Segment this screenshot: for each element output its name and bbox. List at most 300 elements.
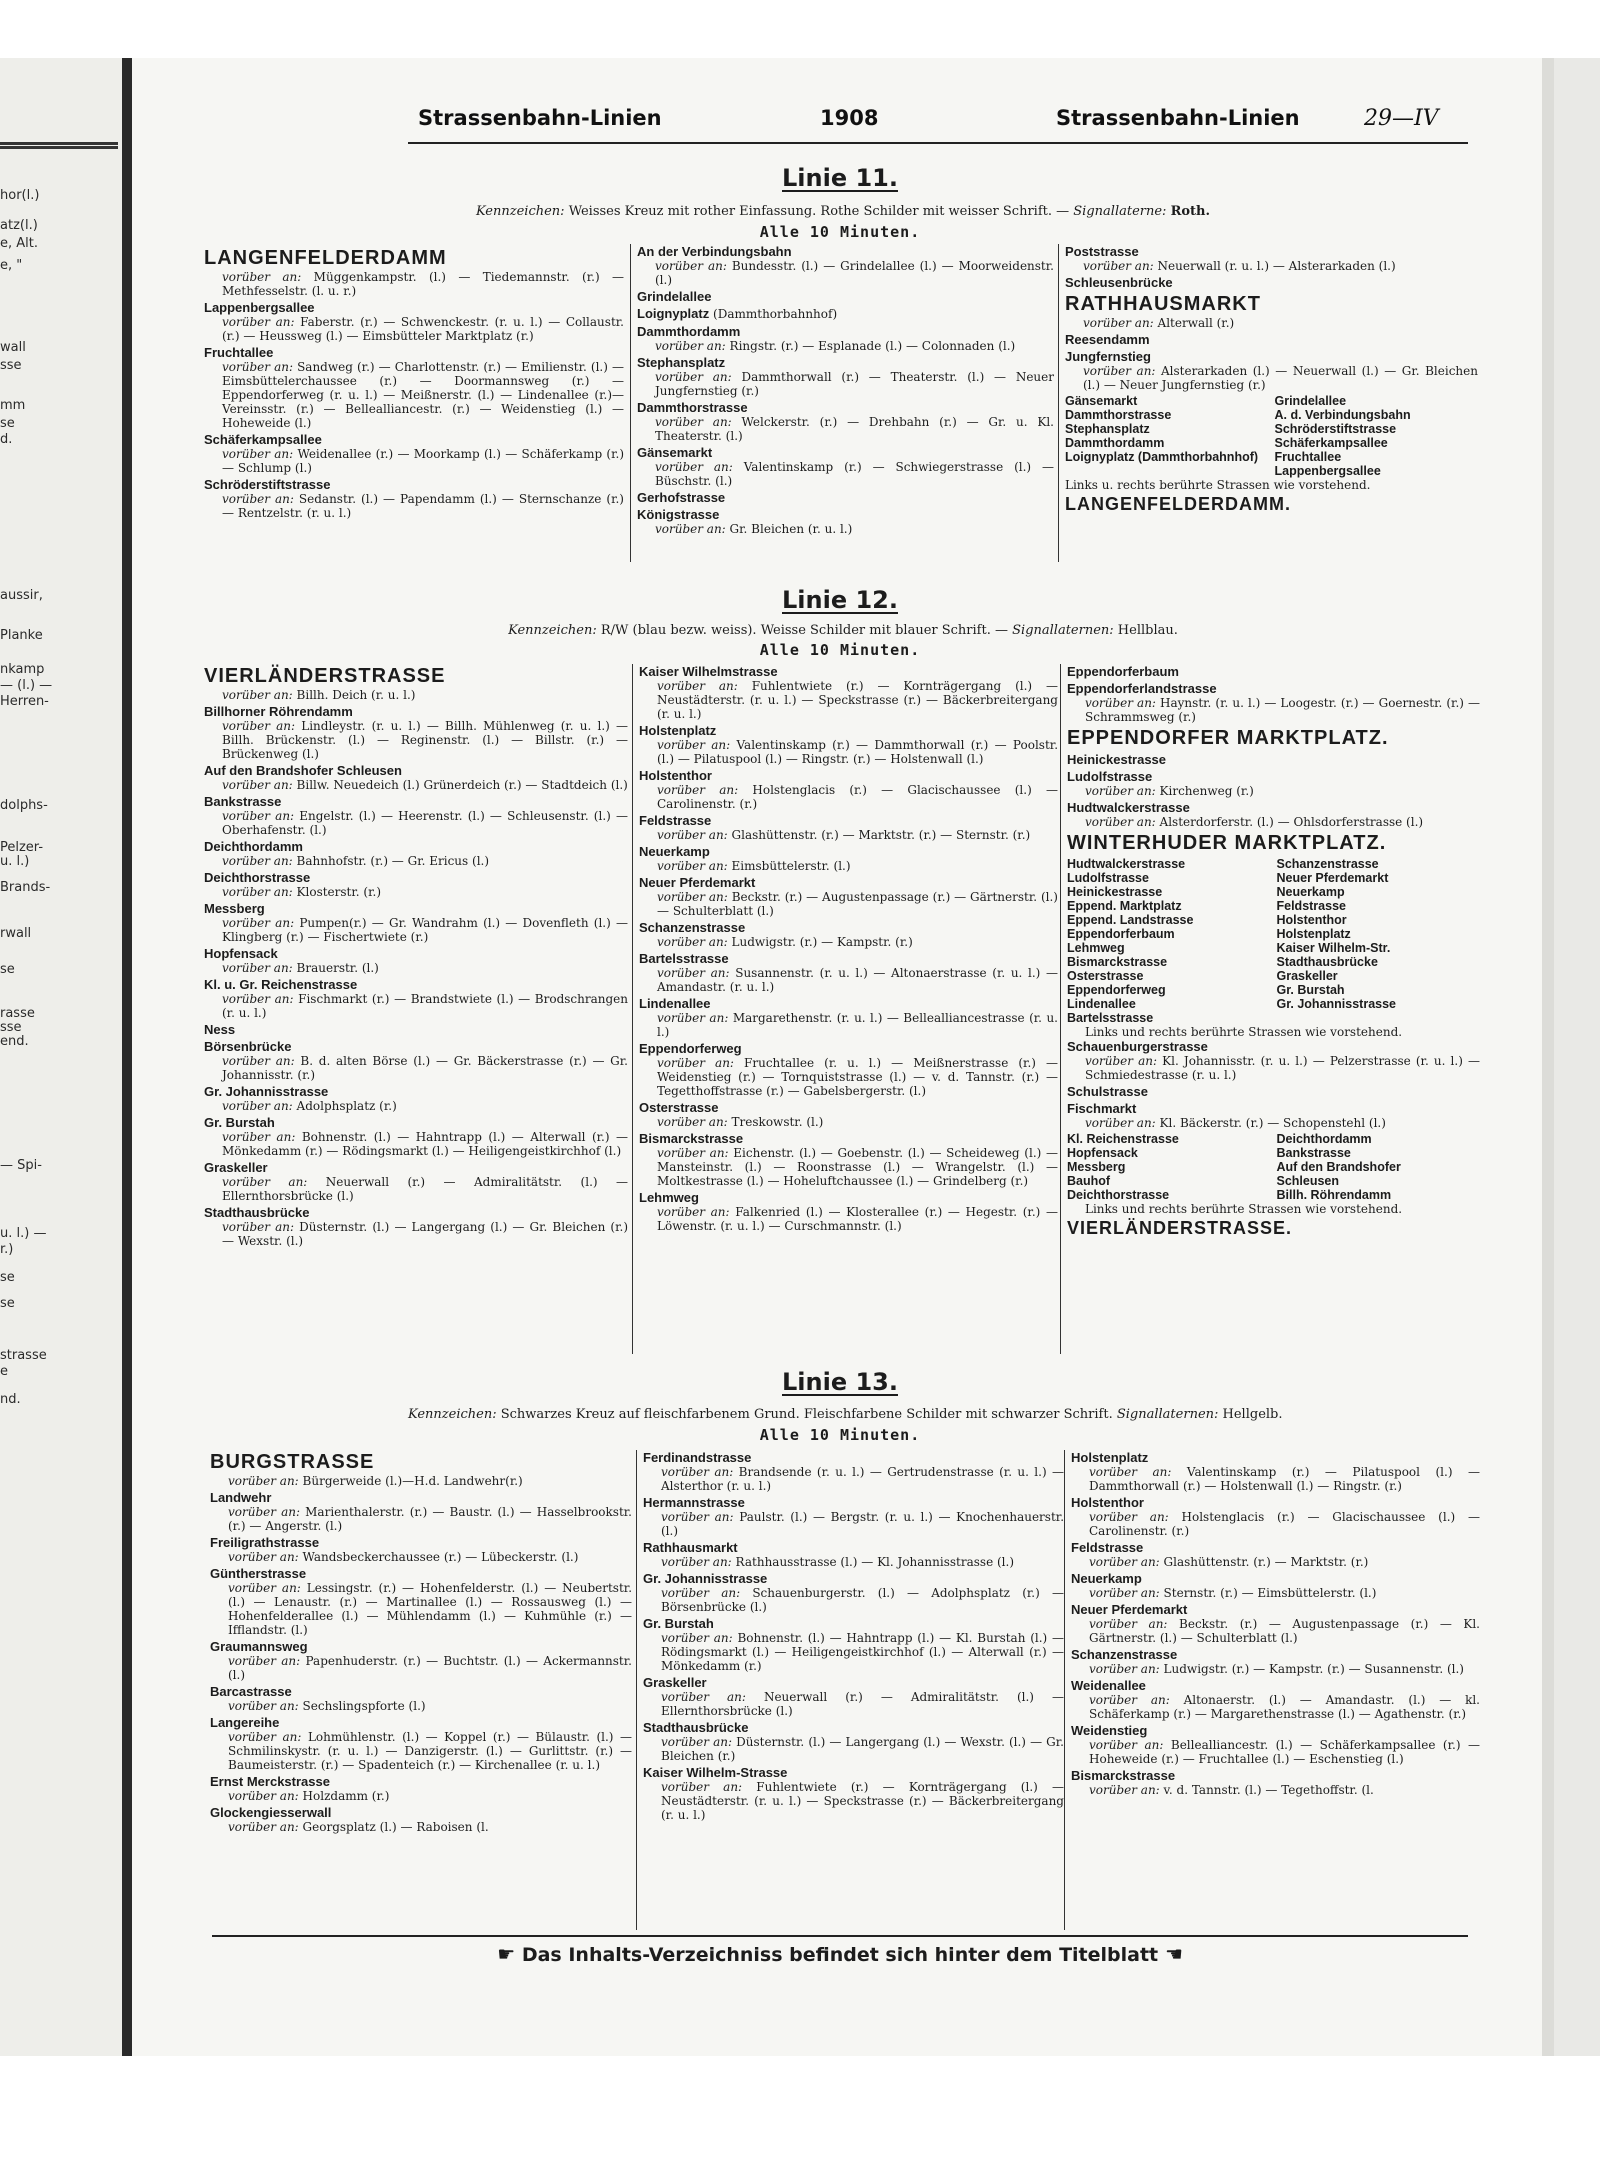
stop-name: Bismarckstrasse (639, 1131, 744, 1146)
return-stop: Fruchtallee (1274, 450, 1342, 464)
return-stop: Holstenplatz (1276, 927, 1351, 941)
passing-streets: vorüber an: Wandsbeckerchaussee (r.) — Lübeckerstr. (l.) (228, 1550, 579, 1564)
stop-entry (637, 507, 1054, 536)
stop-entry (1071, 1540, 1480, 1569)
stop-name: Gr. Johannisstrasse (204, 1084, 329, 1099)
stop-entry (1067, 1101, 1480, 1130)
stop-name: Kaiser Wilhelmstrasse (639, 664, 778, 679)
stop-name: Schleusenbrücke (1065, 275, 1173, 290)
stop-name: WINTERHUDER MARKTPLATZ. (1067, 832, 1387, 854)
stop-name: Bartelsstrasse (639, 951, 729, 966)
via-label: vorüber an: (657, 1205, 736, 1219)
stop-name: Ness (204, 1022, 236, 1037)
stop-entry (1067, 664, 1480, 679)
stop-name: Billhorner Röhrendamm (204, 704, 353, 719)
previous-page-fragment: se (0, 416, 15, 431)
return-pairs (1065, 394, 1478, 478)
stop-name: Schanzenstrasse (1071, 1647, 1178, 1662)
interval-line: Alle 10 Minuten. (759, 223, 921, 241)
kennzeichen-text: Schwarzes Kreuz auf fleischfarbenem Grund. Fleischfarbene Schilder mit schwarzer Schrift. (500, 1407, 1113, 1422)
return-stop: Gänsemarkt (1065, 394, 1138, 408)
passing-streets: vorüber an: Bohnenstr. (l.) — Hahntrapp (l.) — Alterwall (r.) — Mönkedamm (r.) — Rödingsmarkt (l.) — Heiligengeistkirchhof (l.) (222, 1130, 628, 1158)
passing-streets: vorüber an: Ludwigstr. (r.) — Kampstr. (r.) — Susannenstr. (l.) (1089, 1662, 1464, 1676)
stop-name: Schulstrasse (1067, 1084, 1148, 1099)
stop-entry (639, 844, 1058, 873)
previous-page-fragment: — (l.) — (0, 678, 53, 693)
stop-name: Stadthausbrücke (643, 1720, 749, 1735)
stop-name: Messberg (204, 901, 265, 916)
previous-page-fragment: wall (0, 340, 26, 355)
return-pairs (1067, 857, 1480, 1025)
via-label: vorüber an: (1089, 1555, 1164, 1569)
via-label: vorüber an: (661, 1465, 739, 1479)
via-label: vorüber an: (222, 916, 300, 930)
previous-page-fragment: atz(l.) (0, 218, 38, 233)
stop-entry (1071, 1571, 1480, 1600)
via-label: vorüber an: (1085, 815, 1160, 829)
passing-streets: vorüber an: Lindleystr. (r. u. l.) — Billh. Mühlenweg (r. u. l.) — Billh. Brückenstr. (l.) — Reginenstr. (l.) — Billstr. (r.) — Brückenweg (l.) (222, 719, 628, 761)
previous-page-fragment: — Spi- (0, 1158, 42, 1173)
via-label: vorüber an: (661, 1586, 753, 1600)
passing-streets: vorüber an: Georgsplatz (l.) — Raboisen (l. (228, 1820, 489, 1834)
stop-entry (210, 1684, 632, 1713)
stop-entry (639, 996, 1058, 1039)
stop-entry (637, 324, 1054, 353)
kennzeichen-label: Kennzeichen: (508, 623, 597, 638)
stop-name: Heinickestrasse (1067, 752, 1167, 767)
stop-name: Hermannstrasse (643, 1495, 745, 1510)
stop-name: Barcastrasse (210, 1684, 292, 1699)
stop-entry (204, 839, 628, 868)
header-year: 1908 (820, 106, 879, 130)
return-stop: Eppendorferweg (1067, 983, 1166, 997)
via-label: vorüber an: (222, 315, 301, 329)
previous-page-fragment: d. (0, 432, 13, 447)
via-label: vorüber an: (222, 447, 298, 461)
passing-streets: vorüber an: Valentinskamp (r.) — Schwiegerstrasse (l.) — Büschstr. (l.) (655, 460, 1054, 488)
previous-page-fragment: aussir, (0, 588, 43, 603)
stop-entry (643, 1495, 1064, 1538)
stop-entry (643, 1675, 1064, 1718)
previous-page-fragment: e, Alt. (0, 236, 38, 251)
passing-streets: vorüber an: Kl. Bäckerstr. (r.) — Schopenstehl (l.) (1085, 1116, 1386, 1130)
passing-streets: vorüber an: Holstenglacis (r.) — Glacischaussee (l.) — Carolinenstr. (r.) (1089, 1510, 1480, 1538)
signal-label: Signallaternen: (1012, 623, 1114, 638)
pointing-hand-icon: ☛ (497, 1942, 516, 1966)
return-stop (1065, 464, 1269, 478)
via-label: vorüber an: (228, 1474, 303, 1488)
stop-entry (639, 1190, 1058, 1233)
via-label: vorüber an: (657, 1056, 745, 1070)
linie-11-column-2 (630, 244, 1054, 562)
page-number: 29—IV (1364, 106, 1439, 131)
stop-name: Ludolfstrasse (1067, 769, 1153, 784)
passing-streets: vorüber an: Sandweg (r.) — Charlottenstr. (r.) — Emilienstr. (l.) — Eimsbüttelerchaussee (r.) — Doormannsweg (r.) — Eppendorferweg (r. u. l.) — Meißnerstr. (l.) — Lindenallee (r.)—Vereinsstr. (r.) — Bellealliancestr. (r.) — Weidenstieg (l.) — Hoheweide (l.) (222, 360, 624, 430)
via-label: vorüber an: (657, 935, 732, 949)
return-stop: Schanzenstrasse (1276, 857, 1379, 871)
stop-name: Grindelallee (637, 289, 712, 304)
return-stop: Bankstrasse (1276, 1146, 1351, 1160)
stop-entry (1067, 1084, 1480, 1099)
linie-12-column-3 (1060, 664, 1480, 1354)
return-stop: Neuer Pferdemarkt (1276, 871, 1389, 885)
interval-line: Alle 10 Minuten. (759, 1426, 921, 1444)
via-label: vorüber an: (228, 1789, 303, 1803)
passing-streets: vorüber an: Bahnhofstr. (r.) — Gr. Ericus (l.) (222, 854, 490, 868)
passing-streets: vorüber an: Bellealliancestr. (l.) — Schäferkampsallee (r.) — Hoheweide (r.) — Fruchtallee (l.) — Eschenstieg (l.) (1089, 1738, 1480, 1766)
via-label: vorüber an: (661, 1690, 764, 1704)
passing-streets: vorüber an: Glashüttenstr. (r.) — Marktstr. (r.) — Sternstr. (r.) (657, 828, 1031, 842)
stop-entry (204, 300, 624, 343)
via-label: vorüber an: (228, 1820, 303, 1834)
via-label: vorüber an: (657, 890, 732, 904)
stop-name: Ferdinandstrasse (643, 1450, 752, 1465)
stop-entry (204, 977, 628, 1020)
passing-streets: vorüber an: Sternstr. (r.) — Eimsbüttelerstr. (l.) (1089, 1586, 1377, 1600)
previous-page-fragment: r.) (0, 1242, 14, 1257)
stop-entry (639, 875, 1058, 918)
passing-streets: vorüber an: Weidenallee (r.) — Moorkamp (l.) — Schäferkamp (r.) — Schlump (l.) (222, 447, 624, 475)
passing-streets: vorüber an: Altonaerstr. (l.) — Amandastr. (l.) — kl. Schäferkamp (r.) — Margarethenstrasse (l.) — Agathenstr. (r.) (1089, 1693, 1480, 1721)
via-label: vorüber an: (655, 415, 742, 429)
via-label: vorüber an: (222, 1175, 326, 1189)
previous-page-fragment: se (0, 1296, 15, 1311)
via-label: vorüber an: (1089, 1586, 1164, 1600)
stop-entry (1065, 244, 1478, 273)
stop-name: Gr. Johannisstrasse (643, 1571, 768, 1586)
previous-page-fragment: mm (0, 398, 26, 413)
passing-streets: vorüber an: Fuhlentwiete (r.) — Kornträgergang (l.) — Neustädterstr. (r. u. l.) — Speckstrasse (r.) — Bäckerbreitergang (r. u. l.) (661, 1780, 1065, 1822)
stop-name: Bismarckstrasse (1071, 1768, 1176, 1783)
stop-entry (1067, 681, 1480, 724)
passing-streets: vorüber an: Klosterstr. (r.) (222, 885, 382, 899)
via-label: vorüber an: (222, 688, 297, 702)
stop-name: Schäferkampsallee (204, 432, 322, 447)
header-rule (408, 142, 1468, 144)
return-stop: Deichthorstrasse (1067, 1188, 1170, 1202)
right-page-edge (1542, 58, 1554, 2056)
stop-entry (204, 246, 624, 298)
right-margin (1554, 58, 1600, 2056)
stop-entry (1071, 1602, 1480, 1645)
stop-name: Gr. Burstah (204, 1115, 275, 1130)
previous-page-fragment: e, " (0, 258, 23, 273)
header-left: Strassenbahn-Linien (418, 106, 662, 130)
signal-label: Signallaterne: (1073, 204, 1167, 219)
stop-entry (204, 345, 624, 430)
passing-streets: vorüber an: Neuerwall (r.) — Admiralitätstr. (l.) — Ellernthorsbrücke (l.) (222, 1175, 628, 1203)
stop-name: Holstenplatz (639, 723, 717, 738)
return-stop: Kl. Reichenstrasse (1067, 1132, 1179, 1146)
stop-name: Neuerkamp (1071, 1571, 1142, 1586)
stop-entry (637, 445, 1054, 488)
return-note: Links und rechts berührte Strassen wie vorstehend. (1085, 1025, 1403, 1039)
via-label: vorüber an: (222, 719, 302, 733)
stop-name: Loignyplatz (Dammthorbahnhof) (637, 306, 838, 321)
stop-entry (639, 951, 1058, 994)
stop-name: Bankstrasse (204, 794, 282, 809)
stop-name: EPPENDORFER MARKTPLATZ. (1067, 727, 1389, 749)
stop-name: Weidenallee (1071, 1678, 1146, 1693)
passing-streets: vorüber an: Valentinskamp (r.) — Pilatuspool (l.) — Dammthorwall (r.) — Holstenwall (l.) — Ringstr. (r.) (1089, 1465, 1480, 1493)
stop-entry (204, 1160, 628, 1203)
stop-entry (639, 813, 1058, 842)
via-label: vorüber an: (661, 1735, 737, 1749)
passing-streets: vorüber an: Marienthalerstr. (r.) — Baustr. (l.) — Hasselbrookstr. (r.) — Angerstr. (l.) (228, 1505, 632, 1533)
linie-title: Linie 12. (782, 586, 898, 614)
passing-streets: vorüber an: Bürgerweide (l.)—H.d. Landwehr(r.) (228, 1474, 523, 1488)
passing-streets: vorüber an: Bundesstr. (l.) — Grindelallee (l.) — Moorweidenstr. (l.) (655, 259, 1054, 287)
passing-streets: vorüber an: Neuerwall (r. u. l.) — Alsterarkaden (l.) (1083, 259, 1396, 273)
stop-entry (204, 763, 628, 792)
stop-entry (204, 946, 628, 975)
stop-entry (204, 1084, 628, 1113)
passing-streets: vorüber an: Brauerstr. (l.) (222, 961, 379, 975)
stop-entry (1071, 1495, 1480, 1538)
passing-streets: vorüber an: Engelstr. (l.) — Heerenstr. (l.) — Schleusenstr. (l.) — Oberhafenstr. (l.) (222, 809, 628, 837)
stop-name: Dammthordamm (637, 324, 741, 339)
return-stop: Billh. Röhrendamm (1276, 1188, 1392, 1202)
stop-name: Eppendorferbaum (1067, 664, 1179, 679)
passing-streets: vorüber an: Adolphsplatz (r.) (222, 1099, 397, 1113)
stop-entry (1071, 1723, 1480, 1766)
stop-entry (204, 432, 624, 475)
stop-entry (210, 1715, 632, 1772)
return-stop: Graskeller (1276, 969, 1338, 983)
via-label: vorüber an: (655, 259, 732, 273)
stop-name: Graumannsweg (210, 1639, 308, 1654)
previous-page-fragment: rasse (0, 1006, 35, 1021)
linie-11-column-1 (204, 246, 624, 522)
stop-entry (637, 490, 1054, 505)
return-stop: Feldstrasse (1276, 899, 1346, 913)
stop-name: Deichthorstrasse (204, 870, 311, 885)
stop-name: RATHHAUSMARKT (1065, 293, 1261, 315)
previous-page-rule (0, 146, 118, 149)
stop-name: Auf den Brandshofer Schleusen (204, 763, 402, 778)
stop-name: Holstenplatz (1071, 1450, 1149, 1465)
previous-page-fragment: u. l.) (0, 854, 30, 869)
passing-streets: vorüber an: Brandsende (r. u. l.) — Gertrudenstrasse (r. u. l.) — Alsterthor (r. u. l.) (661, 1465, 1064, 1493)
stop-entry (1065, 275, 1478, 290)
stop-entry (1065, 349, 1478, 392)
stop-entry (643, 1720, 1064, 1763)
return-stop: Kaiser Wilhelm-Str. (1276, 941, 1391, 955)
stop-entry (643, 1616, 1064, 1673)
passing-streets: vorüber an: Treskowstr. (l.) (657, 1115, 824, 1129)
interval-line: Alle 10 Minuten. (759, 641, 921, 659)
stop-entry (637, 289, 1054, 304)
passing-streets: vorüber an: Sedanstr. (l.) — Papendamm (l.) — Sternschanze (r.) — Rentzelstr. (r. u. l.) (222, 492, 624, 520)
stop-entry (1071, 1647, 1480, 1676)
stop-name: Kaiser Wilhelm-Strasse (643, 1765, 788, 1780)
stop-entry (639, 664, 1058, 721)
via-label: vorüber an: (228, 1581, 307, 1595)
via-label: vorüber an: (655, 370, 742, 384)
return-stop: Dammthorstrasse (1065, 408, 1172, 422)
stop-name: Schröderstiftstrasse (204, 477, 331, 492)
previous-page-fragment: Pelzer- (0, 840, 44, 855)
kennzeichen-line (408, 623, 1278, 638)
passing-streets: vorüber an: Billw. Neuedeich (l.) Grünerdeich (r.) — Stadtdeich (l.) (222, 778, 628, 792)
passing-streets: vorüber an: Holstenglacis (r.) — Glacischaussee (l.) — Carolinenstr. (r.) (657, 783, 1058, 811)
stop-entry (639, 1131, 1058, 1188)
stop-entry (1067, 1039, 1480, 1082)
via-label: vorüber an: (657, 679, 752, 693)
stop-name: Neuer Pferdemarkt (1071, 1602, 1188, 1617)
passing-streets: vorüber an: Margarethenstr. (r. u. l.) — Bellealliancestrasse (r. u. l.) (657, 1011, 1058, 1039)
stop-entry (1071, 1768, 1480, 1797)
via-label: vorüber an: (655, 339, 730, 353)
stop-name: Jungfernstieg (1065, 349, 1151, 364)
stop-entry (1071, 1450, 1480, 1493)
via-label: vorüber an: (222, 1220, 300, 1234)
stop-entry (637, 355, 1054, 398)
passing-streets: vorüber an: Eichenstr. (l.) — Goebenstr. (l.) — Scheideweg (l.) — Mansteinstr. (l.) — Roonstrasse (l.) — Wrangelstr. (l.) — Moltkestrasse (l.) — Hoheluftchaussee (l.) — Grindelberg (r.) (657, 1146, 1058, 1188)
return-stop: Eppend. Marktplatz (1067, 899, 1182, 913)
via-label: vorüber an: (657, 1115, 732, 1129)
stop-entry (210, 1805, 632, 1834)
passing-streets: vorüber an: B. d. alten Börse (l.) — Gr. Bäckerstrasse (r.) — Gr. Johannisstr. (r.) (222, 1054, 628, 1082)
stop-name: Eppendorferlandstrasse (1067, 681, 1217, 696)
stop-entry (210, 1450, 632, 1488)
return-terminus: LANGENFELDERDAMM. (1065, 494, 1291, 514)
signal-text: Roth. (1170, 204, 1211, 219)
return-stop: Lindenallee (1067, 997, 1136, 1011)
via-label: vorüber an: (228, 1550, 303, 1564)
via-label: vorüber an: (222, 1099, 297, 1113)
via-label: vorüber an: (1083, 259, 1158, 273)
passing-streets: vorüber an: Alsterdorferstr. (l.) — Ohlsdorferstrasse (l.) (1085, 815, 1424, 829)
previous-page-fragment: nd. (0, 1392, 21, 1407)
passing-streets: vorüber an: Fuhlentwiete (r.) — Kornträgergang (l.) — Neustädterstr. (r. u. l.) — Speckstrasse (r.) — Bäckerbreitergang (r. u. l.) (657, 679, 1058, 721)
stop-entry (1067, 831, 1480, 855)
linie-title: Linie 11. (782, 164, 898, 192)
linie-13-column-3 (1064, 1450, 1480, 1930)
via-label: vorüber an: (228, 1730, 308, 1744)
linie-13-column-1 (210, 1450, 632, 1836)
return-stop: Dammthordamm (1065, 436, 1165, 450)
return-stop: Messberg (1067, 1160, 1126, 1174)
stop-entry (210, 1535, 632, 1564)
return-stop: Eppend. Landstrasse (1067, 913, 1194, 927)
stop-name: Gerhofstrasse (637, 490, 726, 505)
stop-name: Gr. Burstah (643, 1616, 714, 1631)
passing-streets: vorüber an: Rathhausstrasse (l.) — Kl. Johannisstrasse (l.) (661, 1555, 1015, 1569)
stop-name: Poststrasse (1065, 244, 1139, 259)
stop-name: Dammthorstrasse (637, 400, 748, 415)
stop-entry (204, 794, 628, 837)
stop-name: Deichthordamm (204, 839, 303, 854)
stop-entry (637, 244, 1054, 287)
header-right: Strassenbahn-Linien (1056, 106, 1300, 130)
stop-entry (643, 1765, 1064, 1822)
via-label: vorüber an: (228, 1699, 303, 1713)
previous-page-edge (0, 58, 122, 2056)
previous-page-fragment: se (0, 1270, 15, 1285)
stop-entry (639, 920, 1058, 949)
passing-streets: vorüber an: Valentinskamp (r.) — Dammthorwall (r.) — Poolstr. (l.) — Pilatuspool (l.) — Ringstr. (r.) — Holstenwall (l.) (657, 738, 1059, 766)
stop-entry (1065, 332, 1478, 347)
passing-streets: vorüber an: Alsterarkaden (l.) — Neuerwall (l.) — Gr. Bleichen (l.) — Neuer Jungfernstieg (r.) (1083, 364, 1478, 392)
return-terminus: VIERLÄNDERSTRASSE. (1067, 1218, 1293, 1238)
return-stop: Auf den Brandshofer (1276, 1160, 1401, 1174)
passing-streets: vorüber an: Fruchtallee (r. u. l.) — Meißnerstrasse (r.) — Weidenstieg (r.) — Tornquiststrasse (l.) — v. d. Tannstr. (r.) — Tegetthoffstrasse (r.) — Gabelsbergerstr. (l.) (657, 1056, 1059, 1098)
return-stop (1277, 1011, 1481, 1025)
stop-entry (1065, 292, 1478, 330)
passing-streets: vorüber an: Paulstr. (l.) — Bergstr. (r. u. l.) — Knochenhauerstr. (l.) (661, 1510, 1065, 1538)
via-label: vorüber an: (661, 1780, 757, 1794)
via-label: vorüber an: (222, 270, 314, 284)
stop-entry (210, 1566, 632, 1637)
linie-title: Linie 13. (782, 1368, 898, 1396)
stop-entry (210, 1490, 632, 1533)
stop-entry (204, 1039, 628, 1082)
stop-name: Langereihe (210, 1715, 280, 1730)
via-label: vorüber an: (655, 522, 730, 536)
via-label: vorüber an: (228, 1505, 306, 1519)
via-label: vorüber an: (657, 859, 732, 873)
via-label: vorüber an: (222, 1130, 302, 1144)
return-stop: Bauhof (1067, 1174, 1111, 1188)
passing-streets: vorüber an: v. d. Tannstr. (l.) — Tegethoffstr. (l. (1089, 1783, 1374, 1797)
stop-entry (210, 1639, 632, 1682)
return-stop: A. d. Verbindungsbahn (1274, 408, 1411, 422)
signal-text: Hellgelb. (1222, 1407, 1283, 1422)
stop-name: Lehmweg (639, 1190, 699, 1205)
stop-entry (1071, 1678, 1480, 1721)
stop-entry (204, 870, 628, 899)
stop-name: Rathhausmarkt (643, 1540, 738, 1555)
passing-streets: vorüber an: Eimsbüttelerstr. (l.) (657, 859, 851, 873)
return-stop: Lappenbergsallee (1274, 464, 1381, 478)
passing-streets: vorüber an: Ludwigstr. (r.) — Kampstr. (r.) (657, 935, 913, 949)
passing-streets: vorüber an: Sechslingspforte (l.) (228, 1699, 426, 1713)
return-extra-entries (1067, 1039, 1480, 1130)
via-label: vorüber an: (661, 1631, 738, 1645)
passing-streets: vorüber an: Welckerstr. (r.) — Drehbahn (r.) — Gr. u. Kl. Theaterstr. (l.) (655, 415, 1054, 443)
via-label: vorüber an: (661, 1555, 736, 1569)
stop-entry (637, 306, 1054, 322)
via-label: vorüber an: (1089, 1465, 1187, 1479)
stop-entry (639, 1100, 1058, 1129)
previous-page-fragment: hor(l.) (0, 188, 40, 203)
via-label: vorüber an: (657, 1146, 734, 1160)
via-label: vorüber an: (1085, 1054, 1163, 1068)
return-stop: Eppendorferbaum (1067, 927, 1175, 941)
stop-name: LANGENFELDERDAMM (204, 247, 447, 269)
passing-streets: vorüber an: Faberstr. (r.) — Schwenckestr. (r. u. l.) — Collaustr. (r.) — Heussweg (l.) — Eimsbütteler Marktplatz (r.) (222, 315, 624, 343)
stop-name: Stephansplatz (637, 355, 726, 370)
stop-entry (204, 1205, 628, 1248)
stop-entry (1067, 726, 1480, 750)
stop-entry (204, 901, 628, 944)
via-label: vorüber an: (222, 961, 297, 975)
stop-entry (1067, 752, 1480, 767)
stop-entry (1067, 769, 1480, 798)
kennzeichen-text: Weisses Kreuz mit rother Einfassung. Rothe Schilder mit weisser Schrift. — (568, 204, 1070, 219)
stop-name: Graskeller (204, 1160, 268, 1175)
stop-name: Fruchtallee (204, 345, 274, 360)
return-note-2: Links und rechts berührte Strassen wie vorstehend. (1085, 1202, 1403, 1216)
stop-entry (643, 1571, 1064, 1614)
via-label: vorüber an: (1089, 1662, 1164, 1676)
stop-entry (204, 1115, 628, 1158)
via-label: vorüber an: (657, 738, 737, 752)
via-label: vorüber an: (222, 492, 299, 506)
stop-name: Glockengiesserwall (210, 1805, 332, 1820)
passing-streets: vorüber an: Müggenkampstr. (l.) — Tiedemannstr. (r.) — Methfesselstr. (l. u. r.) (222, 270, 624, 298)
